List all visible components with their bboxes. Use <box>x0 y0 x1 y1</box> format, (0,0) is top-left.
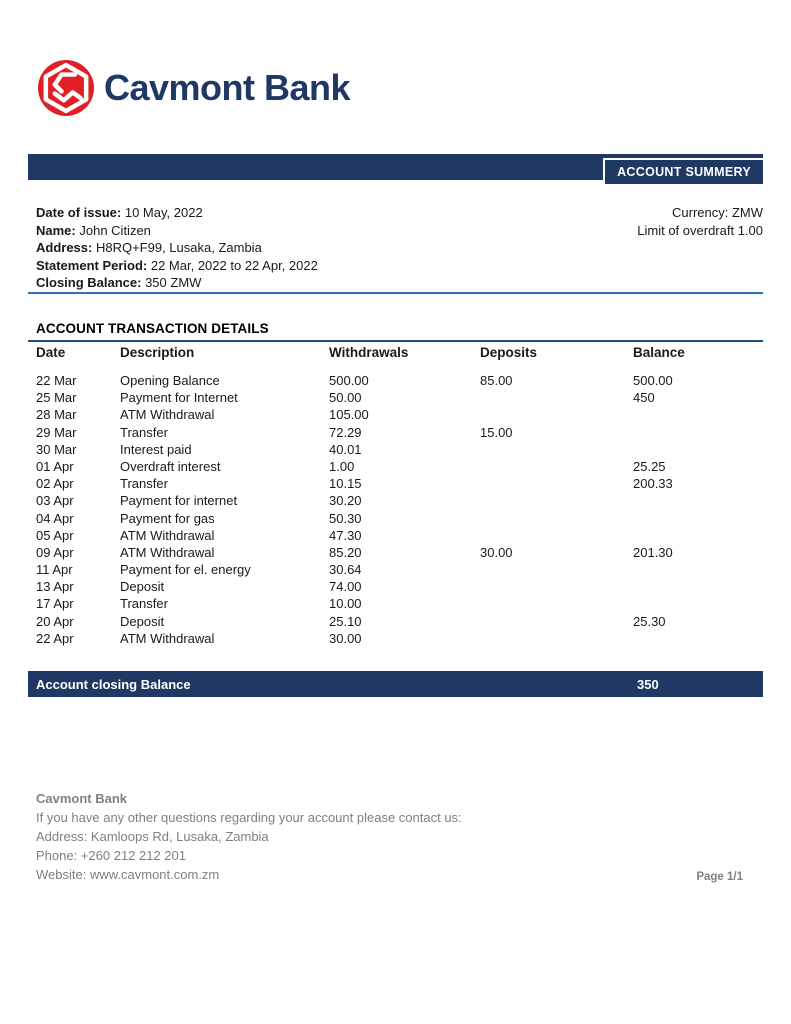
cell-withdrawals: 47.30 <box>329 527 362 543</box>
currency-line: Currency: ZMW <box>672 205 763 220</box>
info-label: Address: <box>36 240 93 255</box>
cell-balance <box>633 596 763 613</box>
page-number: Page 1/1 <box>696 871 743 883</box>
cell-description: Payment for internet <box>120 493 238 509</box>
table-top-line <box>28 340 763 342</box>
brand-header <box>38 60 350 116</box>
cell-deposits <box>480 493 633 510</box>
info-value: 10 May, 2022 <box>121 205 203 220</box>
cell-description: Transfer <box>120 596 168 612</box>
cell-description: Deposit <box>120 579 165 595</box>
footer-line: If you have any other questions regarding your account please contact us: <box>36 810 462 825</box>
cell-balance <box>633 442 763 459</box>
account-summary-title: ACCOUNT SUMMERY <box>617 165 751 179</box>
info-label: Statement Period: <box>36 257 148 273</box>
cell-deposits <box>480 596 633 613</box>
cell-description: ATM Withdrawal <box>120 407 215 423</box>
table-row <box>28 373 763 390</box>
cell-date: 01 Apr <box>36 458 74 474</box>
cell-deposits <box>480 631 633 648</box>
cell-deposits <box>480 579 633 596</box>
cell-description: Interest paid <box>120 441 192 457</box>
cell-withdrawals: 30.20 <box>329 493 362 509</box>
cell-withdrawals: 25.10 <box>329 613 362 629</box>
table-row <box>28 528 763 545</box>
table-row <box>28 511 763 528</box>
cell-deposits <box>480 528 633 545</box>
cell-description: Payment for Internet <box>120 390 238 406</box>
footer-contact-block <box>36 789 462 884</box>
overdraft-limit-line: Limit of overdraft 1.00 <box>637 222 763 238</box>
cell-withdrawals: 74.00 <box>329 579 362 595</box>
closing-balance-label: Account closing Balance <box>36 676 191 692</box>
cell-description: Payment for el. energy <box>120 562 251 578</box>
table-row <box>28 407 763 424</box>
cell-date: 30 Mar <box>36 441 77 457</box>
info-line <box>36 274 763 292</box>
cell-withdrawals: 500.00 <box>329 373 369 388</box>
cell-withdrawals: 30.00 <box>329 630 362 646</box>
table-row <box>28 442 763 459</box>
cell-balance: 500.00 <box>633 373 673 388</box>
cell-deposits <box>480 390 633 407</box>
cell-deposits <box>480 511 633 528</box>
table-row <box>28 596 763 613</box>
cell-date: 13 Apr <box>36 579 74 595</box>
table-row <box>28 562 763 579</box>
cell-date: 22 Apr <box>36 630 74 646</box>
cell-deposits: 15.00 <box>480 424 513 440</box>
column-header-balance: Balance <box>633 345 685 360</box>
cell-balance: 25.25 <box>633 458 666 474</box>
cell-balance <box>633 579 763 596</box>
table-header-row <box>28 345 763 360</box>
table-row <box>28 459 763 476</box>
cell-deposits <box>480 476 633 493</box>
table-row <box>28 390 763 407</box>
cell-description: ATM Withdrawal <box>120 527 215 543</box>
closing-balance-value: 350 <box>637 676 659 692</box>
cell-deposits: 85.00 <box>480 373 513 388</box>
cell-description: Transfer <box>120 476 168 492</box>
info-label: Closing Balance: <box>36 275 142 290</box>
cell-withdrawals: 50.00 <box>329 390 362 406</box>
cell-balance <box>633 528 763 545</box>
footer-lines <box>36 808 462 884</box>
table-row <box>28 545 763 562</box>
footer-line: Address: Kamloops Rd, Lusaka, Zambia <box>36 829 269 844</box>
cell-date: 11 Apr <box>36 562 73 578</box>
footer-line: Website: www.cavmont.com.zm <box>36 867 220 882</box>
cell-date: 05 Apr <box>36 527 74 543</box>
cell-withdrawals: 10.15 <box>329 476 362 492</box>
cell-date: 17 Apr <box>36 596 74 612</box>
cell-balance: 450 <box>633 390 655 406</box>
cell-description: Payment for gas <box>120 510 215 526</box>
info-line <box>36 257 763 275</box>
cell-date: 09 Apr <box>36 544 74 560</box>
footer-bank-name: Cavmont Bank <box>36 791 128 806</box>
column-header-withdrawals: Withdrawals <box>329 345 409 360</box>
cell-description: ATM Withdrawal <box>120 630 215 646</box>
cell-balance <box>633 425 763 442</box>
column-header-deposits: Deposits <box>480 345 538 360</box>
cell-deposits <box>480 459 633 476</box>
cell-balance: 25.30 <box>633 613 666 629</box>
cell-date: 22 Mar <box>36 373 77 388</box>
account-info-right <box>637 204 763 239</box>
cell-deposits: 30.00 <box>480 544 513 560</box>
cell-balance <box>633 407 763 424</box>
info-line <box>36 239 763 257</box>
cell-balance <box>633 493 763 510</box>
cell-deposits <box>480 407 633 424</box>
cell-withdrawals: 72.29 <box>329 424 362 440</box>
cell-date: 25 Mar <box>36 390 77 406</box>
account-summary-title-box <box>603 158 765 186</box>
cavmont-logo-icon <box>38 60 94 116</box>
cell-withdrawals: 105.00 <box>329 407 369 423</box>
info-value: 22 Mar, 2022 to 22 Apr, 2022 <box>147 257 318 273</box>
cell-withdrawals: 40.01 <box>329 441 362 457</box>
table-row <box>28 493 763 510</box>
cell-balance <box>633 631 763 648</box>
cell-date: 02 Apr <box>36 476 74 492</box>
cell-description: Transfer <box>120 424 168 440</box>
info-underline <box>28 292 763 294</box>
footer-line: Phone: +260 212 212 201 <box>36 848 187 863</box>
cell-deposits <box>480 562 633 579</box>
info-value: H8RQ+F99, Lusaka, Zambia <box>92 240 262 255</box>
column-header-date: Date <box>36 345 66 360</box>
cell-balance <box>633 562 763 579</box>
cell-balance: 201.30 <box>633 544 673 560</box>
cell-description: Deposit <box>120 613 165 629</box>
cell-description: ATM Withdrawal <box>120 544 215 560</box>
info-value: 350 ZMW <box>141 275 202 290</box>
cell-balance: 200.33 <box>633 476 673 492</box>
cell-date: 04 Apr <box>36 510 74 526</box>
table-row <box>28 425 763 442</box>
account-summary-bar <box>28 154 763 180</box>
cell-withdrawals: 50.30 <box>329 510 362 526</box>
transactions-heading: ACCOUNT TRANSACTION DETAILS <box>36 321 269 336</box>
cell-withdrawals: 30.64 <box>329 562 362 578</box>
cell-date: 29 Mar <box>36 424 77 440</box>
cell-description: Opening Balance <box>120 373 220 388</box>
cell-date: 28 Mar <box>36 407 77 423</box>
table-row <box>28 631 763 648</box>
cell-deposits <box>480 614 633 631</box>
cell-withdrawals: 10.00 <box>329 596 362 612</box>
table-row <box>28 579 763 596</box>
account-info <box>36 204 763 292</box>
cell-withdrawals: 1.00 <box>329 458 355 474</box>
table-body <box>28 373 763 648</box>
info-label: Name: <box>36 222 76 238</box>
brand-name: Cavmont Bank <box>104 67 351 108</box>
cell-deposits <box>480 442 633 459</box>
cell-description: Overdraft interest <box>120 458 221 474</box>
closing-balance-bar <box>28 671 763 697</box>
cell-date: 20 Apr <box>36 613 74 629</box>
info-value: John Citizen <box>75 222 151 238</box>
info-label: Date of issue: <box>36 205 122 220</box>
cell-withdrawals: 85.20 <box>329 544 362 560</box>
table-row <box>28 476 763 493</box>
column-header-description: Description <box>120 345 195 360</box>
table-row <box>28 614 763 631</box>
cell-balance <box>633 511 763 528</box>
cell-date: 03 Apr <box>36 493 74 509</box>
